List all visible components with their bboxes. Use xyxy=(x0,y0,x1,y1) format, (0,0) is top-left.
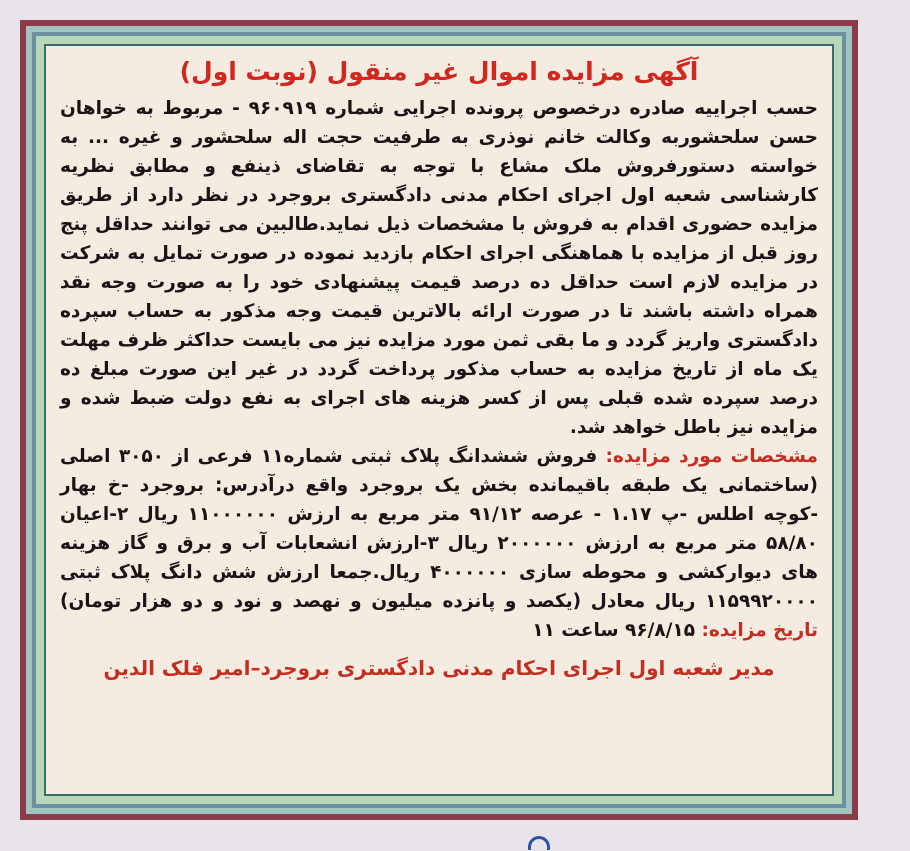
notice-signature: مدیر شعبه اول اجرای احکام مدنی دادگستری بروجرد–امیر فلک الدین xyxy=(103,656,775,680)
outer-border xyxy=(20,20,858,820)
spec-text: فروش ششدانگ پلاک ثبتی شماره۱۱ فرعی از ۳۰۵۰ اصلی (ساختمانی یک طبقه باقیمانده بخش یک بروجرد واقع درآدرس: بروجرد -خ بهار -کوچه اطلس -پ ۱.۱۷ - عرصه ۹۱/۱۲ متر مربع به ارزش ۱۱۰۰۰۰۰۰ ریال ۲-اعیان ۵۸/۸۰ متر مربع به ارزش ۲۰۰۰۰۰۰ ریال ۳-ارزش انشعابات آب و برق و گاز هزینه های دیوارکشی و محوطه سازی ۴۰۰۰۰۰۰ ریال.جمعا ارزش شش دانگ پلاک ثبتی ۱۱۵۹۹۲۰۰۰۰ ریال معادل (یکصد و پانزده میلیون و نهصد و نود و دو هزار تومان) xyxy=(60,446,818,612)
notice-content xyxy=(60,52,818,685)
ink-mark xyxy=(528,836,550,850)
property-specs xyxy=(60,442,818,645)
auction-date: ۹۶/۸/۱۵ ساعت ۱۱ xyxy=(532,620,696,641)
spec-label: مشخصات مورد مزایده: xyxy=(605,446,818,467)
notice-title: آگهی مزایده اموال غیر منقول (نوبت اول) xyxy=(179,57,699,86)
notice-body: حسب اجراییه صادره درخصوص پرونده اجرایی شماره ۹۶۰۹۱۹ - مربوط به خواهان حسن سلحشوربه وکالت خانم نوذری به طرفیت حجت اله سلحشور و غیره ... به خواسته دستورفروش ملک مشاع با توجه به تقاضای ذینفع و مطابق نظریه کارشناسی شعبه اول اجرای احکام مدنی دادگستری بروجرد در نظر دارد از طریق مزایده حضوری اقدام به فروش با مشخصات ذیل نماید.طالبین می توانند حداقل پنج روز قبل از مزایده با هماهنگی اجرای احکام بازدید نموده در صورت تمایل به شرکت در مزایده لازم است حداقل ده درصد قیمت پیشنهادی خود را به صورت وجه نقد همراه داشته باشند تا در صورت ارائه بالاترین قیمت وجه مذکور به حساب سپرده دادگستری واریز گردد و ما بقی ثمن مورد مزایده نیز می بایست حداکثر ظرف مهلت یک ماه از تاریخ مزایده به حساب مذکور پرداخت گردد در غیر این صورت مبلغ ده درصد سپرده شده قبلی پس از کسر هزینه های اجرای به نفع دولت ضبط شده و مزایده نیز باطل خواهد شد. xyxy=(60,98,818,438)
notice-box xyxy=(44,44,834,796)
auction-date-label: تاریخ مزایده: xyxy=(701,620,818,641)
decorative-border xyxy=(32,32,846,808)
